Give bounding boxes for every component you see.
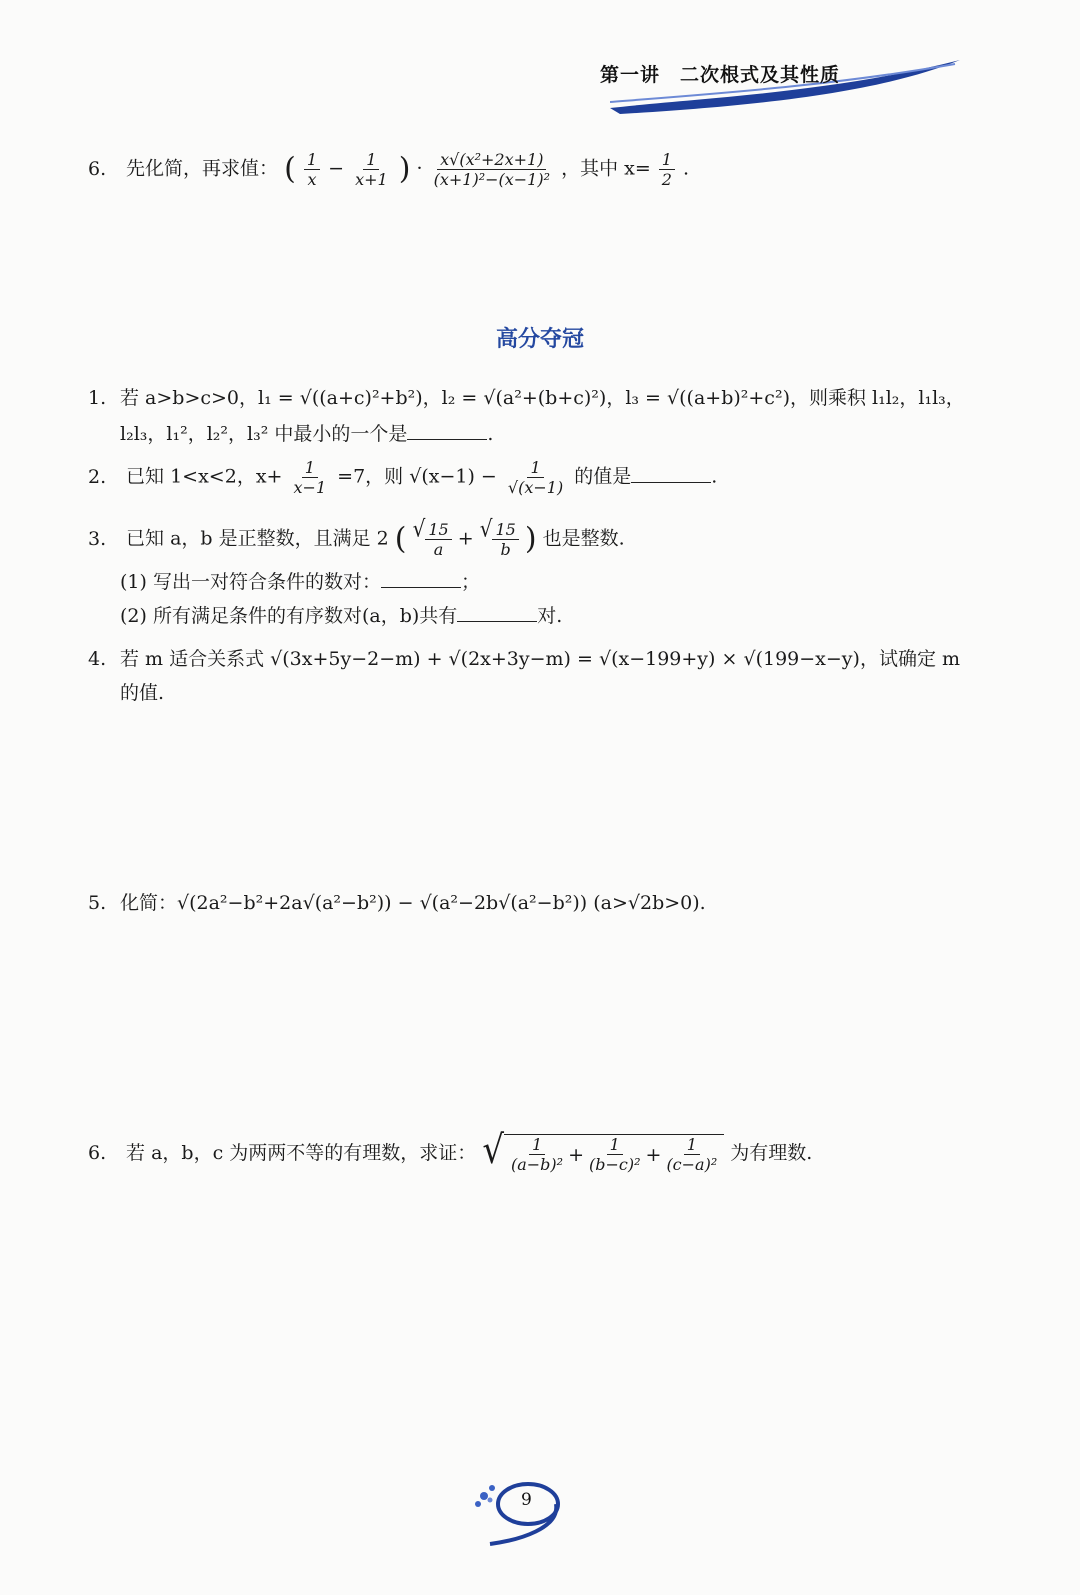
punctuation: ； (460, 571, 480, 593)
numerator: 1 (302, 458, 318, 478)
numerator: 15 (425, 520, 451, 540)
question-number: 6. (88, 1142, 107, 1164)
fraction (425, 520, 451, 559)
numerator: 1 (684, 1135, 700, 1155)
paren-open-icon: ( (284, 151, 296, 187)
chapter-header (600, 54, 980, 114)
operator: − (328, 157, 345, 180)
question-text: l₂l₃，l₁²，l₂²，l₃² 中最小的一个是 (120, 423, 408, 445)
square-root (482, 1127, 724, 1174)
question-1 (88, 380, 980, 452)
sub-question-1: (1) 写出一对符合条件的数对： (120, 571, 381, 593)
numerator: 1 (607, 1135, 623, 1155)
question-number: 3. (88, 527, 107, 550)
numerator: 1 (659, 150, 675, 170)
fraction (352, 150, 391, 189)
chapter-title: 第一讲 二次根式及其性质 (600, 64, 841, 86)
denominator: √(x−1) (507, 478, 564, 497)
numerator: 1 (363, 150, 379, 170)
square-root (479, 514, 519, 559)
answer-blank[interactable] (457, 601, 537, 622)
operator: + (568, 1143, 584, 1166)
question-intro-6 (88, 150, 980, 189)
answer-blank[interactable] (381, 567, 461, 588)
denominator: b (500, 540, 511, 559)
denominator: (x+1)²−(x−1)² (433, 170, 551, 189)
question-tail: 的值是 (574, 465, 632, 488)
question-number: 4. (88, 648, 107, 670)
radicand (504, 1134, 724, 1174)
numerator: 1 (529, 1135, 545, 1155)
radical-icon: √ (412, 514, 426, 543)
denominator: x (307, 170, 317, 189)
question-number: 1. (88, 387, 107, 409)
question-2 (88, 458, 980, 497)
question-3 (88, 514, 980, 633)
question-number: 6. (88, 157, 107, 180)
fraction (508, 1135, 566, 1174)
question-4 (88, 642, 980, 710)
question-number: 5. (88, 892, 107, 914)
paren-open-icon: ( (394, 521, 407, 557)
fraction (663, 1135, 720, 1174)
period: . (487, 423, 494, 445)
fraction (586, 1135, 644, 1174)
section-title: 高分夺冠 (495, 327, 584, 352)
paren-close-icon: ) (524, 521, 537, 557)
operator: + (645, 1143, 662, 1166)
square-root (412, 514, 452, 559)
numerator: 1 (304, 150, 320, 170)
operator: · (416, 157, 423, 180)
denominator: (b−c)² (589, 1155, 641, 1174)
question-number: 2. (88, 465, 107, 488)
denominator: (a−b)² (510, 1155, 564, 1174)
fraction (431, 150, 553, 189)
numerator: x√(x²+2x+1) (437, 150, 546, 170)
question-text: 若 m 适合关系式 √(3x+5y−2−m) + √(2x+3y−m) = √(x−199+y) × √(199−x−y)，试确定 m (120, 648, 960, 670)
question-5 (88, 886, 980, 920)
page-footer (470, 1478, 590, 1548)
question-text: =7，则 √(x−1) − (337, 465, 497, 488)
numerator: 15 (492, 520, 518, 540)
question-lead: 若 a，b，c 为两两不等的有理数，求证： (126, 1142, 477, 1164)
question-lead: 已知 1<x<2，x+ (126, 465, 283, 488)
answer-blank[interactable] (407, 419, 487, 440)
question-text: 的值. (120, 682, 165, 704)
question-tail: ，其中 x= (561, 157, 651, 180)
page-number: 9 (521, 1490, 532, 1510)
fraction (304, 150, 320, 189)
question-lead: 已知 a，b 是正整数，且满足 2 (126, 527, 389, 550)
question-text: 化简：√(2a²−b²+2a√(a²−b²)) − √(a²−2b√(a²−b²)) (a>√2b>0). (120, 892, 706, 914)
radical-icon: √ (479, 514, 493, 543)
question-6 (88, 1127, 980, 1174)
denominator: 2 (661, 170, 672, 189)
page-number-swirl-icon (470, 1478, 590, 1548)
radical-icon: √ (482, 1127, 504, 1174)
fraction (492, 520, 518, 559)
fraction (505, 458, 566, 497)
punctuation: 对. (537, 605, 563, 627)
denominator: x−1 (293, 478, 327, 497)
fraction (659, 150, 675, 189)
period: . (711, 465, 718, 488)
paren-close-icon: ) (398, 151, 411, 187)
sub-question-2: (2) 所有满足条件的有序数对(a，b)共有 (120, 605, 458, 627)
question-text: 若 a>b>c>0，l₁ = √((a+c)²+b²)，l₂ = √(a²+(b+c)²)，l₃ = √((a+b)²+c²)，则乘积 l₁l₂，l₁l₃， (120, 387, 965, 409)
denominator: (c−a)² (666, 1155, 718, 1174)
denominator: a (433, 540, 444, 559)
period: . (683, 157, 690, 180)
question-tail: 也是整数. (542, 527, 625, 550)
denominator: x+1 (355, 170, 388, 189)
question-lead: 先化简，再求值： (126, 157, 279, 180)
operator: + (457, 527, 474, 550)
fraction (291, 458, 330, 497)
answer-blank[interactable] (631, 462, 711, 483)
question-tail: 为有理数. (730, 1142, 813, 1164)
numerator: 1 (527, 458, 543, 478)
